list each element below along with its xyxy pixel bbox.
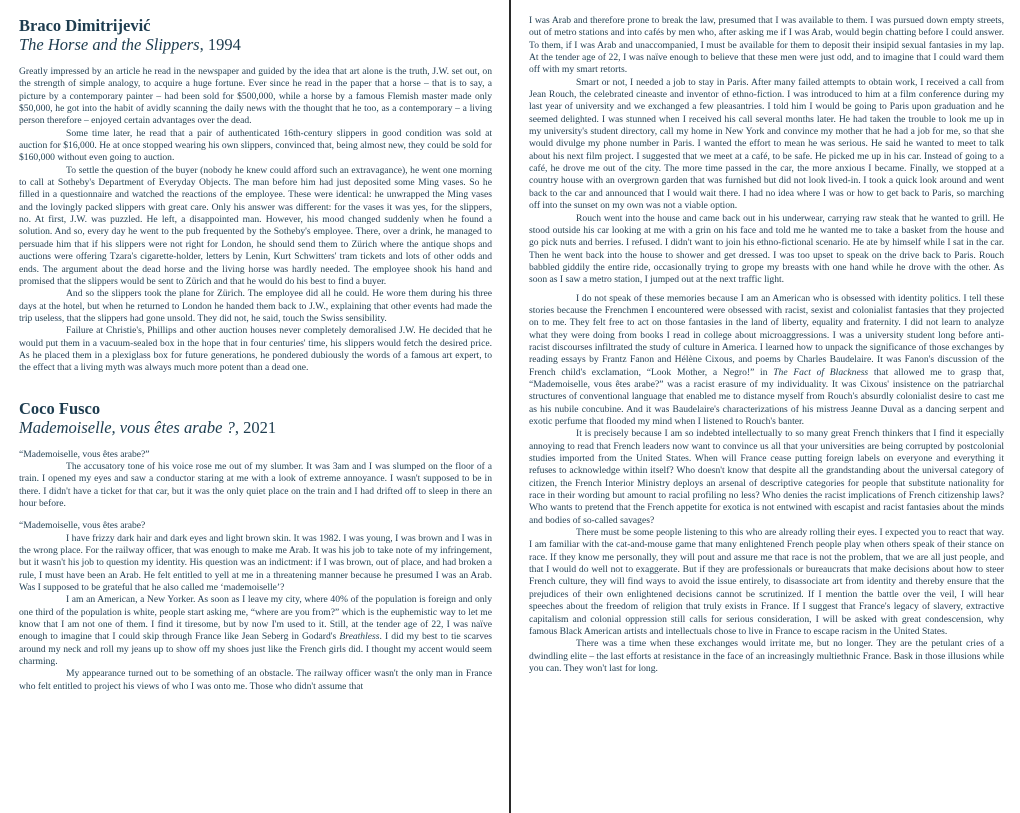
essay2-quote: “Mademoiselle, vous êtes arabe? <box>19 520 146 532</box>
essay2-paragraph: Rouch went into the house and came back out in his underwear, carrying raw steak that he wanted to grill. He stood outside his car looking at me with a grin on his face and told me he wanted me to take a basket from the house and go pick nuts and berries. I refused. I didn't want to join his ethno-fictional scenario. He ate by himself while I sat in the car. Then he went back into the house to shower and get dressed. I was too upset to speak on the drive back to Paris. Rouch babbled giddily the entire ride, occasionally trying to grope my breasts with one hand while he drove with the other. As soon as I saw a metro station, I jumped out at the next traffic light. <box>529 212 1004 286</box>
essay2-author: Coco Fusco <box>19 398 101 418</box>
essay2-text: I am an American, a New Yorker. As soon as I leave my city, where 40% of the population is foreign and only one third of the population is white, people start asking me, “where are you from?” which is the euphemistic way to let me know that I am not one of them. I find it tiresome, but by now I'm used to it. Still, at the tender age of 22, I was naïve enough to imagine that I could skip through France like Jean Seberg in Godard's <box>19 594 492 643</box>
essay1-author: Braco Dimitrijević <box>19 16 151 35</box>
essay2-paragraph: My appearance turned out to be something of an obstacle. The railway officer wasn't the only man in France who felt entitled to project his views of who I was onto me. Those who didn't assume that <box>19 668 492 692</box>
essay2-paragraph: I have frizzy dark hair and dark eyes and light brown skin. It was 1982. I was young, I was brown and I was in the wrong place. For the railway officer, that was enough to make me Arab. It was his job to take note of my infringement, but it wasn't his job to question my identity. His question was an indictment: if I was brown, out of place, and had broken a rule, I must have been an Arab. He felt entitled to yell at me in a threatening manner because he presumed I was an Arab. Was I supposed to be grateful that he also called me ‘mademoiselle’? <box>19 532 492 594</box>
essay2-paragraph: There must be some people listening to this who are already rolling their eyes. I expected you to react that way. I am familiar with the cat-and-mouse game that many enlightened French people play when others speak of their stance on race. If they know me personally, they will pout and assure me that race is not the problem, that we are all just people, and that I would do well not to exaggerate. But if they are professionals or bureaucrats that make decisions about how to steer French culture, they will find ways to avoid the issue entirely, to disassociate art from identity and thereby ensure that the prejudices of their own enlightened decisions cannot be scrutinized. If I mention the battle over the veil, I will hear speeches about the freedom of religion that truly exists in France. If I suggest that France's legacy of slavery, extractive capitalism and colonial oppression still calls for serious consideration, I will be asked with great condescension, why famous Black American artists and intellectuals chose to live in France to escape racism in the United States. <box>529 527 1004 637</box>
essay2-paragraph: The accusatory tone of his voice rose me out of my slumber. It was 3am and I was slumped on the floor of a train. I opened my eyes and saw a conductor staring at me with a look of extreme annoyance. I wasn't supposed to be in there. I didn't have a ticket for that car, but it was the only quiet place on the train and I had drifted off to sleep in there an hour before. <box>19 460 492 509</box>
essay2-year: , 2021 <box>234 417 277 437</box>
section-spacer <box>19 375 492 399</box>
essay2-heading <box>19 418 492 437</box>
essay2-text: . I did my best to tie scarves around my neck and roll my jeans up to show off my shoes just like the French girls did. I thought my accent would seem charming. <box>19 631 492 668</box>
essay1-year: , 1994 <box>199 35 241 54</box>
essay2-paragraph: I was Arab and therefore prone to break the law, presumed that I was available to them. I was pursued down empty streets, out of metro stations and into cafés by men who, after asking me if I was Arab, would begin chatting before I could answer. To them, if I was Arab and unaccompanied, I must be available for them to deposit their insipid sexual fantasies in my lap. At the tender age of 22, I was naïve enough to believe that these men were just odd, and to imagine that I could ward them off with my smart retorts. <box>529 15 1004 76</box>
essay1-heading <box>19 35 492 54</box>
essay2-text: that allowed me to grasp that, “Mademoiselle, vous êtes arabe?” was a racist erasure of my individuality. It was Cixous' insistence on the patriarchal structures of conventional language that enabled me to distance myself from Rouch's absurdly colonialist desire to cast me as his nubile concubine. And it was Baudelaire's characterizations of his mistress Jeanne Duval as a dancing serpent and exotic perfume that flooded my mind when I listened to Rouch's banter. <box>529 366 1004 427</box>
essay2-paragraph <box>19 594 492 668</box>
essay2-film-title: Breathless <box>339 631 380 643</box>
essay1-paragraph: Failure at Christie's, Phillips and other auction houses never completely demoralised J.W. He decided that he would put them in a vacuum-sealed box in the hope that in four centuries' time, his slippers would fetch the desired price. As he placed them in a plexiglass box for future generations, he pondered dubiously the words of a famous art expert, to the effect that a living myth was always much more potent than a dead one. <box>19 325 492 374</box>
essay1-paragraph: Greatly impressed by an article he read in the newspaper and guided by the idea that art alone is the truth, J.W. set out, on the strength of simple analogy, to acquire a huge fortune. Ever since he read in the paper that a horse – that is to say, a picture by a contemporary painter – had been sold for $500,000, while a horse by a famous Flemish master made only $50,000, he got into the habit of avidly scanning the daily news with the thought that he too, as a contemporary – a living person therefore – enjoyed certain advantages over the dead. <box>19 66 492 127</box>
essay1-title: The Horse and the Slippers <box>19 35 200 54</box>
essay1-paragraph: And so the slippers took the plane for Zürich. The employee did all he could. He wore them during his three days at the hotel, but when he returned to London he handed them back to J.W., explaining that other events had made the trip useless, that the slippers had gone unsold. They did not, he said, touch the Swiss sensibility. <box>19 288 492 324</box>
essay2-paragraph: There was a time when these exchanges would irritate me, but no longer. They are the petulant cries of a dwindling elite – the last efforts at resistance in the face of an increasingly multiethnic France. Bask in those illusions while you can. They won't last for long. <box>529 638 1004 674</box>
essay2-book-title: The Fact of Blackness <box>773 366 869 378</box>
essay2-paragraph <box>529 293 1004 429</box>
right-page <box>511 0 1020 813</box>
essay2-quote: “Mademoiselle, vous êtes arabe?” <box>19 448 150 460</box>
essay1-paragraph: To settle the question of the buyer (nobody he knew could afford such an extravagance), he went one morning to call at Sotheby's Department of Everyday Objects. The man before him had just deposited some Ming vases. So he filled in a questionnaire and watched the reactions of the employee. These were identical: he unwrapped the Ming vases and the lovingly packed slippers with great care. Only his answer was different: for the vases it was yes, for the slippers, no. At first, J.W. was puzzled. He left, a disappointed man. However, his mood changed suddenly when he found a solution. And so, every day he went to the pub frequented by the Sotheby's employee. There, over a drink, he managed to persuade him that if his slippers were not right for London, he should send them to Zürich where the antique shops and auctions were offering Tzara's cigarette-holder, letters by Lenin, Kurt Schwitters' tram tickets and lots of other odds and ends. The argument about the dead horse and the living horse was hardly needed. The employee shook his hand and promised that the slippers would be sent to Zürich and that he would do his best to find a buyer. <box>19 164 492 287</box>
essay1-paragraph: Some time later, he read that a pair of authenticated 16th-century slippers in good condition was sold at auction for $16,000. He at once stopped wearing his own slippers, convinced that, being almost new, they could be sold for $160,000 without even going to auction. <box>19 127 492 164</box>
essay2-title: Mademoiselle, vous êtes arabe ? <box>19 417 235 437</box>
paragraph-spacer <box>19 510 492 520</box>
essay2-text: I do not speak of these memories because I am an American who is obsessed with identity politics. I tell these stories because the Frenchmen I encountered were obsessed with racist, sexist and colonialist fantasies that they projected on to me. They felt free to act on those fantasies in the land of liberty, equality and fraternity. I did not learn to analyze what they were doing from books I read in college about microaggressions. I was a university student long before anti-racist discourses infiltrated the study of culture in America. I learned how to unpack the significance of those exchanges by reading essays by Frantz Fanon and Hélène Cixous, and poems by Charles Baudelaire. It was Fanon's discussion of the French child's exclamation, “Look Mother, a Negro!” in <box>529 292 1004 378</box>
essay2-paragraph: It is precisely because I am so indebted intellectually to so many great French thinkers that I find it especially annoying to read that French leaders now want to convince us all that your universities are being corrupted by postcolonial studies imported from the United States. When will France cease putting foreign labels on everyone and everything it refuses to acknowledge within itself? Who doesn't know that despite all the grandstanding about the universal category of citizen, the French Interior Ministry deploys an arsenal of descriptive categories for people that substitute nationality for race in their wording but amount to racial profiling no less? Who denies the racist implications of French citizenship laws? Who wants to pretend that the French appetite for exotica is not entwined with escapist and racist fantasies about the minds and bodies of so-called savages? <box>529 428 1004 526</box>
essay2-paragraph: Smart or not, I needed a job to stay in Paris. After many failed attempts to obtain work, I received a call from Jean Rouch, the celebrated cineaste and inventor of ethno-fiction. I was introduced to him at a film conference during my last year of university and we exchanged a few pleasantries. I told him I would be going to Paris upon graduation and he seemed delighted. I was stunned when I received his call several months later. He had taken the trouble to look me up in my university's student directory, call my home in New York and convince my mother that he had a job for me, so that she would divulge my phone number in Paris. I wanted the effort to mean he was serious. He said he wanted to meet to talk about his next film project. I suggested that we meet at a café, to be safe. He picked me up in his car. Instead of going to a café, he drove me out of the city. The more time passed in the car, the more anxious I became. Finally, we stopped at a country house with an overgrown garden that was furnished but did not look lived-in. I took a quick look around and went back to the car and announced that I would wait there. I had no idea where I was or how to get back to Paris, so marching off into the sunset on my own was not a viable option. <box>529 76 1004 212</box>
